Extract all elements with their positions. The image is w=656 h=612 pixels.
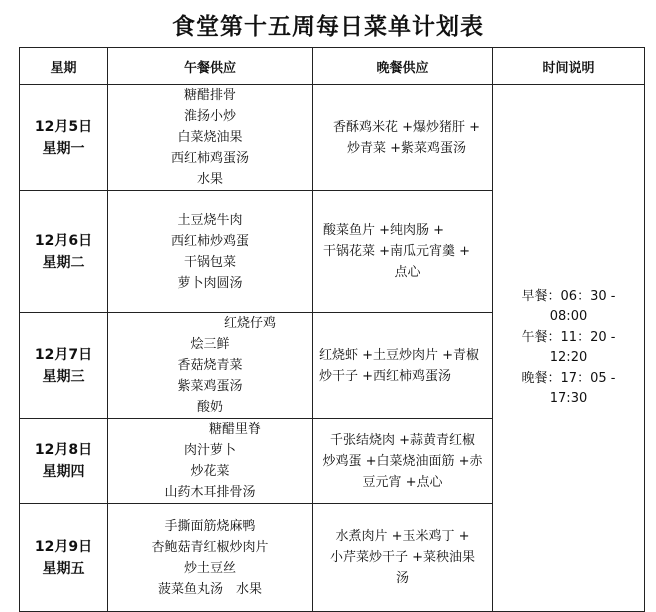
dinner-line: 豆元宵 +点心 <box>362 474 443 490</box>
day-cell <box>20 313 108 419</box>
weekday-label: 星期三 <box>42 368 85 385</box>
weekday-label: 星期四 <box>42 464 85 480</box>
lunch-item: 水果 <box>196 172 223 187</box>
day-cell <box>20 85 108 191</box>
dinner-line: 千张结烧肉 +蒜黄青红椒 <box>329 432 476 448</box>
dinner-line: 炒鸡蛋 +白菜烧油面筋 +赤 <box>322 453 483 469</box>
lunch-item: 淮扬小炒 <box>183 109 236 124</box>
dinner-line: 干锅花菜 +南瓜元宵羹 + <box>323 244 471 259</box>
lunch-item: 干锅包菜 <box>183 254 236 270</box>
dinner-line: 酸菜鱼片 +纯肉肠 + <box>323 223 445 238</box>
dinner-cell <box>313 504 493 612</box>
weekday-label: 星期一 <box>42 140 85 157</box>
lunch-cell <box>108 504 313 612</box>
dinner-line: 炒青菜 +紫菜鸡蛋汤 <box>346 140 467 156</box>
dinner-cell <box>313 191 493 313</box>
date-label: 12月8日 <box>34 442 93 458</box>
lunch-item: 山药木耳排骨汤 <box>164 485 256 500</box>
lunch-cell <box>108 419 313 504</box>
day-cell <box>20 191 108 313</box>
dinner-line: 炒干子 +西红柿鸡蛋汤 <box>319 368 452 384</box>
dinner-line: 香酥鸡米花 +爆炒猪肝 + <box>332 119 481 135</box>
lunch-item: 杏鲍菇青红椒炒肉片 <box>151 539 269 555</box>
lunch-cell <box>108 191 313 313</box>
lunch-item: 炒花菜 <box>190 464 230 479</box>
lunch-item: 糖醋里脊 <box>208 422 261 437</box>
date-label: 12月9日 <box>34 538 93 555</box>
lunch-item: 香菇烧青菜 <box>177 358 243 373</box>
lunch-item: 烩三鲜 <box>190 337 230 352</box>
lunch-item: 肉汁萝卜 <box>183 443 236 458</box>
dinner-time-end: 17:30 <box>549 391 588 406</box>
lunch-item: 萝卜肉圆汤 <box>177 275 243 291</box>
lunch-item: 手撕面筋烧麻鸭 <box>164 518 256 534</box>
dinner-cell <box>313 419 493 504</box>
lunch-cell <box>108 85 313 191</box>
page-title: 食堂第十五周每日菜单计划表 <box>172 14 484 40</box>
lunch-item: 炒土豆丝 <box>183 560 236 576</box>
lunch-cell <box>108 313 313 419</box>
dinner-line: 水煮肉片 +玉米鸡丁 + <box>335 529 470 544</box>
lunch-item: 红烧仔鸡 <box>223 316 276 331</box>
time-note-cell <box>493 85 645 612</box>
menu-table <box>19 47 645 612</box>
header-lunch: 午餐供应 <box>108 48 313 85</box>
lunch-item: 紫菜鸡蛋汤 <box>177 379 243 394</box>
lunch-item: 糖醋排骨 <box>183 88 236 103</box>
lunch-item: 土豆烧牛肉 <box>177 212 243 228</box>
weekday-label: 星期二 <box>42 254 85 271</box>
date-label: 12月6日 <box>34 232 93 249</box>
breakfast-time-end: 08:00 <box>549 309 588 324</box>
dinner-line: 小芹菜炒干子 +菜秧油果 <box>329 550 476 565</box>
dinner-cell <box>313 85 493 191</box>
date-label: 12月7日 <box>34 346 93 363</box>
lunch-item: 酸奶 <box>196 400 223 415</box>
header-dinner: 晚餐供应 <box>313 48 493 85</box>
lunch-time: 午餐：11：20 - <box>521 329 616 345</box>
dinner-cell <box>313 313 493 419</box>
date-label: 12月5日 <box>34 118 93 135</box>
lunch-item: 菠菜鱼丸汤 水果 <box>157 581 262 597</box>
dinner-line: 汤 <box>395 571 409 586</box>
header-weekday: 星期 <box>20 48 108 85</box>
breakfast-time: 早餐：06：30 - <box>521 288 616 304</box>
dinner-line: 红烧虾 +土豆炒肉片 +青椒 <box>319 347 480 363</box>
dinner-line: 点心 <box>394 265 421 280</box>
lunch-item: 白菜烧油果 <box>177 130 243 145</box>
lunch-item: 西红柿炒鸡蛋 <box>170 233 249 249</box>
dinner-time: 晚餐：17：05 - <box>521 370 616 386</box>
lunch-time-end: 12:20 <box>549 350 588 365</box>
table-row <box>20 85 645 191</box>
lunch-item: 西红柿鸡蛋汤 <box>170 151 249 166</box>
day-cell <box>20 419 108 504</box>
day-cell <box>20 504 108 612</box>
weekday-label: 星期五 <box>42 560 85 577</box>
header-row <box>20 48 645 85</box>
header-time: 时间说明 <box>493 48 645 85</box>
